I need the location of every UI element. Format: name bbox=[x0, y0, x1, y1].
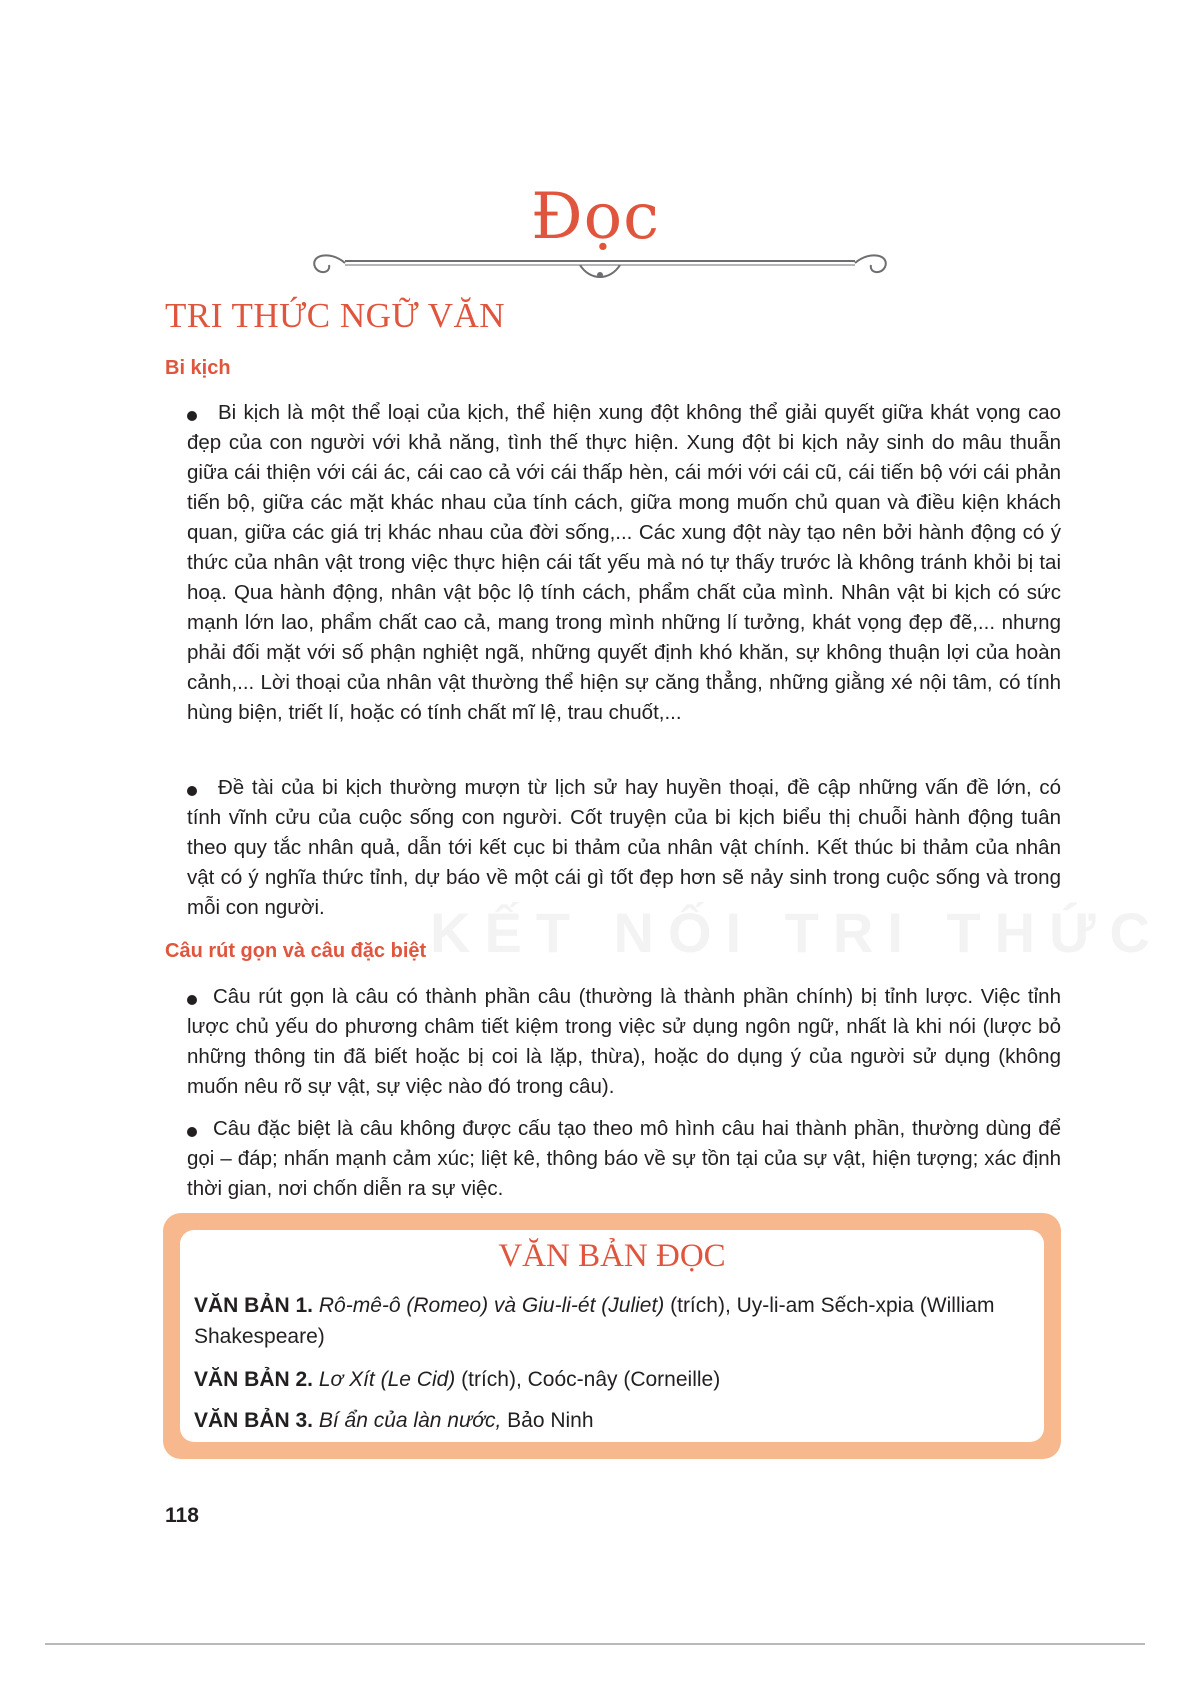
reading-item-label: VĂN BẢN 2. bbox=[194, 1368, 314, 1391]
reading-item-title: Rô-mê-ô (Romeo) và Giu-li-ét (Juliet) bbox=[318, 1294, 665, 1317]
reading-item-title: Lơ Xít (Le Cid) bbox=[318, 1368, 456, 1391]
page-number: 118 bbox=[165, 1504, 199, 1527]
reading-item-label: VĂN BẢN 3. bbox=[194, 1409, 314, 1432]
footer-divider bbox=[45, 1643, 1145, 1645]
reading-box bbox=[180, 1230, 1044, 1442]
reading-item-3 bbox=[194, 1405, 1024, 1436]
reading-item-2 bbox=[194, 1364, 1024, 1395]
paragraph-cau-rut-gon: Câu rút gọn là câu có thành phần câu (thường là thành phần chính) bị tỉnh lược. Việc tỉnh lược chủ yếu do phương châm tiết kiệm trong việc sử dụng ngôn ngữ, nhất là khi nói (lược bỏ những thông tin đã biết hoặc bị coi là lặp, thừa), hoặc do dụng ý của người sử dụng (không muốn nêu rõ sự vật, sự việc nào đó trong câu). bbox=[187, 985, 1061, 1098]
watermark: KẾT NỐI TRI THỨC bbox=[430, 901, 1164, 964]
heading-cau-rut-gon: Câu rút gọn và câu đặc biệt bbox=[165, 940, 427, 962]
paragraph-cau-dac-biet: Câu đặc biệt là câu không được cấu tạo theo mô hình câu hai thành phần, thường dùng để gọi – đáp; nhấn mạnh cảm xúc; liệt kê, thông báo về sự tồn tại của sự vật, hiện tượng; xác định thời gian, nơi chốn diễn ra sự việc. bbox=[187, 1117, 1061, 1200]
paragraph-bi-kich-1: Bi kịch là một thể loại của kịch, thể hiện xung đột không thể giải quyết giữa khát vọng cao đẹp của con người với khả năng, tình thế thực hiện. Xung đột bi kịch nảy sinh do mâu thuẫn giữa cái thiện với cái ác, cái cao cả với cái thấp hèn, cái mới với cái cũ, cái tiến bộ với cái phản tiến bộ, giữa các mặt khác nhau của tính cách, giữa mong muốn chủ quan và điều kiện khách quan, giữa các giá trị khác nhau của đời sống,... Các xung đột này tạo nên bởi hành động có ý thức của nhân vật trong việc thực hiện cái tất yếu mà nó tự thấy trước là không tránh khỏi bị tai hoạ. Qua hành động, nhân vật bộc lộ tính cách, phẩm chất của mình. Nhân vật bi kịch có sức mạnh lớn lao, phẩm chất cao cả, mang trong mình những lí tưởng, khát vọng đẹp đẽ,... nhưng phải đối mặt với số phận nghiệt ngã, những quyết định khó khăn, sự không thuận lợi của hoàn cảnh,... Lời thoại của nhân vật thường thể hiện sự căng thẳng, những giằng xé nội tâm, có tính hùng biện, triết lí, hoặc có tính chất mĩ lệ, trau chuốt,... bbox=[187, 401, 1061, 724]
heading-bi-kich: Bi kịch bbox=[165, 357, 231, 379]
title-ornament bbox=[305, 245, 895, 285]
reading-item-title: Bí ẩn của làn nước, bbox=[318, 1409, 502, 1432]
reading-item-author: (trích), Uy-li-am Sếch-xpia (William Shakespeare) bbox=[194, 1294, 995, 1348]
reading-item-label: VĂN BẢN 1. bbox=[194, 1294, 314, 1317]
reading-item-1 bbox=[194, 1290, 1024, 1352]
reading-item-author: (trích), Coóc-nây (Corneille) bbox=[455, 1368, 721, 1391]
section-title: TRI THỨC NGỮ VĂN bbox=[165, 296, 506, 335]
reading-box-title: VĂN BẢN ĐỌC bbox=[498, 1238, 726, 1274]
paragraph-bi-kich-2: Đề tài của bi kịch thường mượn từ lịch sử hay huyền thoại, đề cập những vấn đề lớn, có tính vĩnh cửu của cuộc sống con người. Cốt truyện của bi kịch biểu thị chuỗi hành động tuân theo quy tắc nhân quả, dẫn tới kết cục bi thảm của nhân vật chính. Kết thúc bi thảm của nhân vật có ý nghĩa thức tỉnh, dự báo về một cái gì tốt đẹp hơn sẽ nảy sinh trong cuộc sống và trong mỗi con người. bbox=[187, 776, 1061, 919]
reading-item-author: Bảo Ninh bbox=[501, 1409, 594, 1432]
page-title: Đọc bbox=[530, 180, 661, 254]
